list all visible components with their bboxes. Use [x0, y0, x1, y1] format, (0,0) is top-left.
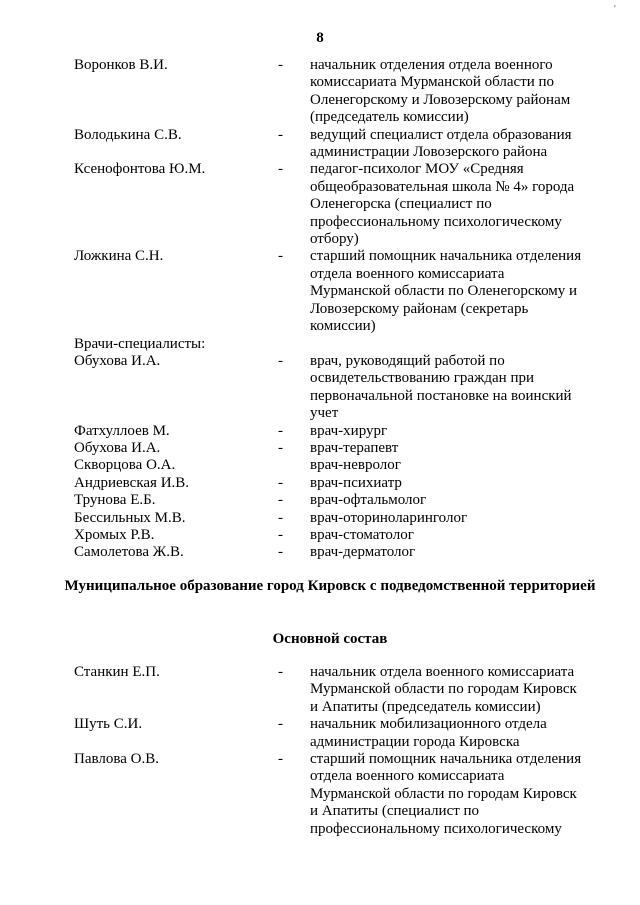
doctor-role: врач-стоматолог — [310, 526, 414, 543]
list-item — [74, 161, 594, 248]
doctor-name: Бессильных М.В. — [74, 509, 186, 526]
member-role: старший помощник начальника отделения отдела военного комиссариата Мурманской области по городам Кировск и Апатиты (специалист по профессиональному психологическому — [310, 751, 582, 837]
separator-dash: - — [278, 161, 283, 178]
list-item — [74, 492, 594, 509]
separator-dash: - — [278, 492, 283, 509]
separator-dash: - — [278, 126, 283, 143]
doctor-role: врач-терапевт — [310, 439, 399, 456]
member-name: Шуть С.И. — [74, 716, 143, 733]
separator-dash: - — [278, 751, 283, 768]
member-role: педагог-психолог МОУ «Средняя общеобразовательная школа № 4» города Оленегорска (специалист по профессиональному психологическому отбору) — [310, 161, 575, 248]
separator-dash: - — [278, 509, 283, 526]
member-name: Воронков В.И. — [74, 57, 168, 73]
doctor-name: Трунова Е.Б. — [74, 492, 156, 509]
doctor-role: врач-офтальмолог — [310, 492, 427, 509]
doctor-name: Обухова И.А. — [74, 352, 161, 369]
commission-list-kirovsk — [74, 664, 594, 838]
list-item — [74, 751, 594, 838]
list-item — [74, 423, 594, 440]
member-role: начальник мобилизационного отдела администрации города Кировска — [310, 716, 547, 750]
section-subtitle: Основной состав — [272, 631, 388, 647]
list-item — [74, 664, 594, 716]
member-name: Володькина С.В. — [74, 126, 182, 143]
member-role: старший помощник начальника отделения отдела военного комиссариата Мурманской области по Оленегорскому и Ловозерскому районам (секретарь комиссии) — [310, 248, 582, 335]
member-role: ведущий специалист отдела образования администрации Ловозерского района — [310, 126, 572, 161]
list-item — [74, 127, 594, 162]
doctor-name: Самолетова Ж.В. — [74, 544, 184, 561]
commission-list-olenegorsk — [74, 57, 594, 562]
list-item — [74, 457, 594, 474]
separator-dash: - — [278, 664, 283, 680]
member-name: Ксенофонтова Ю.М. — [74, 161, 206, 178]
member-role: начальник отделения отдела военного комиссариата Мурманской области по Оленегорскому и Ловозерскому районам (председатель комиссии) — [310, 57, 571, 126]
separator-dash: - — [278, 474, 283, 491]
section-title: Муниципальное образование город Кировск с подведомственной территорией — [64, 578, 596, 594]
separator-dash: - — [278, 716, 283, 733]
doctor-role: врач-оториноларинголог — [310, 509, 468, 526]
member-name: Павлова О.В. — [74, 751, 159, 768]
list-item — [74, 510, 594, 527]
list-item — [74, 475, 594, 492]
doctor-role: врач-психиатр — [310, 474, 402, 491]
member-role: начальник отдела военного комиссариата Мурманской области по городам Кировск и Апатиты (председатель комиссии) — [310, 664, 577, 715]
separator-dash: - — [278, 439, 283, 456]
scan-mark: ' — [614, 4, 616, 15]
member-name: Ложкина С.Н. — [74, 248, 164, 265]
doctor-role: врач-дерматолог — [310, 544, 416, 561]
page-number: 8 — [316, 30, 324, 46]
separator-dash: - — [278, 544, 283, 561]
separator-dash: - — [278, 422, 283, 439]
doctors-label: Врачи-специалисты: — [74, 335, 206, 352]
separator-dash: - — [278, 248, 283, 265]
doctor-role: врач, руководящий работой по освидетельствованию граждан при первоначальной постановке на воинский учет — [310, 352, 572, 422]
list-item — [74, 716, 594, 751]
members-list — [74, 57, 594, 336]
doctor-name: Фатхуллоев М. — [74, 422, 170, 439]
list-item — [74, 544, 594, 561]
doctor-name: Хромых Р.В. — [74, 526, 155, 543]
separator-dash: - — [278, 526, 283, 543]
separator-dash: - — [278, 57, 283, 73]
list-item — [74, 527, 594, 544]
doctor-name: Обухова И.А. — [74, 439, 161, 456]
list-item — [74, 248, 594, 335]
doctor-role: врач-хирург — [310, 422, 388, 439]
doctor-name: Андриевская И.В. — [74, 474, 190, 491]
list-item — [74, 353, 594, 423]
separator-dash: - — [278, 352, 283, 369]
doctor-name: Скворцова О.А. — [74, 457, 176, 474]
list-item — [74, 440, 594, 457]
doctors-list — [74, 353, 594, 562]
list-item — [74, 57, 594, 127]
member-name: Станкин Е.П. — [74, 664, 160, 680]
doctor-role: врач-невролог — [310, 457, 401, 474]
